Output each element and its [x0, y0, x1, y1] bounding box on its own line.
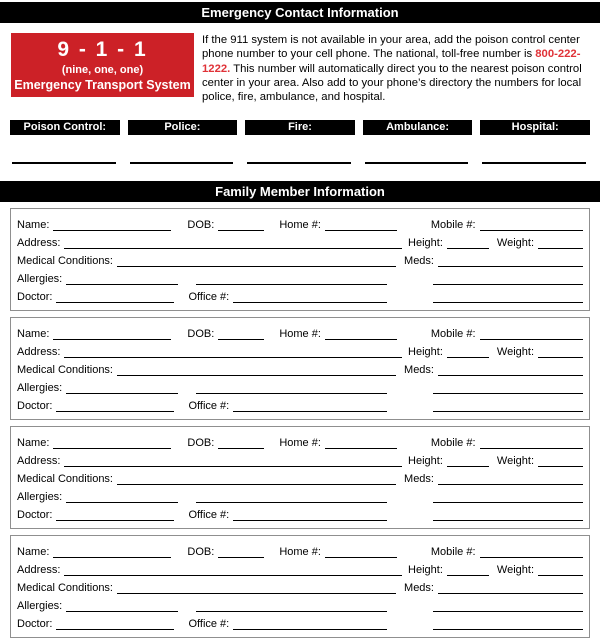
meds-label: Meds:: [404, 255, 434, 268]
office-phone-label: Office #:: [188, 291, 230, 304]
medical-conditions-label: Medical Conditions:: [17, 473, 113, 486]
doctor-fill-line: [56, 617, 174, 630]
address-label: Address:: [17, 454, 61, 467]
allergies-label: Allergies:: [17, 382, 63, 395]
contact-label: Ambulance:: [386, 121, 450, 134]
instructions-paragraph: [202, 33, 596, 104]
meds-continuation-line-2: [433, 508, 583, 521]
contact-fill-line: [130, 162, 234, 164]
instructions-text-before: If the 911 system is not available in your area, add the poison control center phone number to your cell phone. The national, toll-free number is: [202, 34, 580, 61]
contact-column: [10, 120, 120, 164]
mobile-phone-fill-line: [480, 327, 583, 340]
allergies-fill-line: [66, 599, 178, 612]
office-phone-label: Office #:: [188, 400, 230, 413]
family-header-title: Family Member Information: [215, 184, 385, 200]
doctor-label: Doctor:: [17, 509, 53, 522]
height-label: Height:: [408, 236, 443, 249]
dob-fill-line: [218, 436, 264, 449]
contact-label: Police:: [164, 121, 201, 134]
address-label: Address:: [17, 236, 61, 249]
member-row-address: [17, 450, 583, 468]
contact-fill-line: [482, 162, 586, 164]
name-label: Name:: [17, 327, 50, 340]
home-phone-fill-line: [325, 327, 397, 340]
weight-fill-line: [538, 345, 583, 358]
contact-label: Fire:: [288, 121, 312, 134]
weight-label: Weight:: [496, 236, 534, 249]
name-fill-line: [53, 218, 171, 231]
badge-911-system-name: Emergency Transport System: [14, 78, 191, 92]
emergency-header-title: Emergency Contact Information: [201, 5, 399, 20]
instructions-text-after: This number will automatically direct you to the nearest poison control center in your area. Also add to your phone’s directory the numbers for local police, fire, ambulance, and hospital.: [202, 62, 582, 104]
badge-911-words: (nine, one, one): [61, 64, 144, 76]
member-row-address: [17, 232, 583, 250]
contact-label-box: [128, 120, 238, 135]
meds-continuation-line-1: [433, 272, 583, 285]
address-label: Address:: [17, 345, 61, 358]
height-label: Height:: [408, 454, 443, 467]
height-label: Height:: [408, 563, 443, 576]
office-phone-fill-line: [233, 399, 387, 412]
emergency-contacts-row: [10, 120, 590, 164]
dob-fill-line: [218, 218, 264, 231]
height-fill-line: [447, 563, 489, 576]
name-label: Name:: [17, 545, 50, 558]
family-member-card: [10, 535, 590, 638]
allergies-continuation-line: [196, 381, 387, 394]
medical-conditions-fill-line: [117, 581, 396, 594]
allergies-fill-line: [66, 490, 178, 503]
home-phone-label: Home #:: [279, 545, 321, 558]
member-row-allergies: [17, 377, 583, 395]
poison-phone-number: 800-222-1222.: [202, 48, 581, 75]
meds-label: Meds:: [404, 364, 434, 377]
name-fill-line: [53, 327, 171, 340]
weight-label: Weight:: [496, 454, 534, 467]
allergies-label: Allergies:: [17, 273, 63, 286]
family-members-list: [10, 208, 590, 638]
name-label: Name:: [17, 436, 50, 449]
family-member-card: [10, 426, 590, 529]
allergies-fill-line: [66, 381, 178, 394]
meds-fill-line: [438, 363, 583, 376]
allergies-continuation-line: [196, 490, 387, 503]
member-row-address: [17, 559, 583, 577]
height-fill-line: [447, 345, 489, 358]
meds-continuation-line-1: [433, 490, 583, 503]
member-row-allergies: [17, 268, 583, 286]
member-row-doctor: [17, 613, 583, 631]
badge-911: [11, 33, 194, 97]
address-fill-line: [64, 345, 402, 358]
mobile-phone-label: Mobile #:: [430, 545, 476, 558]
weight-label: Weight:: [496, 345, 534, 358]
contact-label: Hospital:: [511, 121, 559, 134]
medical-conditions-fill-line: [117, 254, 396, 267]
emergency-header-bar: [0, 2, 600, 23]
member-row-allergies: [17, 595, 583, 613]
office-phone-label: Office #:: [188, 618, 230, 631]
home-phone-label: Home #:: [279, 436, 321, 449]
meds-continuation-line-1: [433, 599, 583, 612]
member-row-name: [17, 213, 583, 231]
member-row-allergies: [17, 486, 583, 504]
mobile-phone-label: Mobile #:: [430, 436, 476, 449]
contact-column: [363, 120, 473, 164]
address-fill-line: [64, 454, 402, 467]
meds-continuation-line-2: [433, 290, 583, 303]
dob-label: DOB:: [187, 327, 215, 340]
meds-continuation-line-2: [433, 399, 583, 412]
meds-label: Meds:: [404, 473, 434, 486]
height-fill-line: [447, 454, 489, 467]
intro-section: [11, 33, 596, 104]
meds-fill-line: [438, 472, 583, 485]
weight-label: Weight:: [496, 563, 534, 576]
height-label: Height:: [408, 345, 443, 358]
medical-conditions-label: Medical Conditions:: [17, 364, 113, 377]
member-row-name: [17, 431, 583, 449]
contact-fill-line: [12, 162, 116, 164]
mobile-phone-fill-line: [480, 218, 583, 231]
member-row-medical: [17, 577, 583, 595]
home-phone-fill-line: [325, 436, 397, 449]
member-row-name: [17, 540, 583, 558]
allergies-continuation-line: [196, 272, 387, 285]
name-fill-line: [53, 436, 171, 449]
mobile-phone-fill-line: [480, 436, 583, 449]
member-row-doctor: [17, 504, 583, 522]
home-phone-fill-line: [325, 545, 397, 558]
office-phone-label: Office #:: [188, 509, 230, 522]
meds-label: Meds:: [404, 582, 434, 595]
dob-label: DOB:: [187, 218, 215, 231]
contact-label-box: [363, 120, 473, 135]
medical-conditions-fill-line: [117, 363, 396, 376]
name-label: Name:: [17, 218, 50, 231]
contact-fill-line: [247, 162, 351, 164]
doctor-label: Doctor:: [17, 400, 53, 413]
name-fill-line: [53, 545, 171, 558]
contact-label-box: [245, 120, 355, 135]
weight-fill-line: [538, 454, 583, 467]
contact-column: [128, 120, 238, 164]
height-fill-line: [447, 236, 489, 249]
doctor-label: Doctor:: [17, 291, 53, 304]
weight-fill-line: [538, 236, 583, 249]
contact-label-box: [10, 120, 120, 135]
badge-911-number: 9 - 1 - 1: [57, 38, 148, 61]
member-row-medical: [17, 250, 583, 268]
meds-continuation-line-1: [433, 381, 583, 394]
dob-fill-line: [218, 545, 264, 558]
contact-fill-line: [365, 162, 469, 164]
member-row-medical: [17, 359, 583, 377]
meds-fill-line: [438, 254, 583, 267]
dob-label: DOB:: [187, 436, 215, 449]
dob-label: DOB:: [187, 545, 215, 558]
mobile-phone-fill-line: [480, 545, 583, 558]
address-fill-line: [64, 563, 402, 576]
contact-column: [480, 120, 590, 164]
weight-fill-line: [538, 563, 583, 576]
office-phone-fill-line: [233, 508, 387, 521]
medical-conditions-label: Medical Conditions:: [17, 255, 113, 268]
address-fill-line: [64, 236, 402, 249]
member-row-name: [17, 322, 583, 340]
allergies-label: Allergies:: [17, 491, 63, 504]
family-member-card: [10, 208, 590, 311]
doctor-fill-line: [56, 508, 174, 521]
doctor-fill-line: [56, 399, 174, 412]
doctor-label: Doctor:: [17, 618, 53, 631]
contact-column: [245, 120, 355, 164]
home-phone-label: Home #:: [279, 327, 321, 340]
home-phone-label: Home #:: [279, 218, 321, 231]
office-phone-fill-line: [233, 290, 387, 303]
meds-fill-line: [438, 581, 583, 594]
address-label: Address:: [17, 563, 61, 576]
mobile-phone-label: Mobile #:: [430, 218, 476, 231]
allergies-continuation-line: [196, 599, 387, 612]
allergies-fill-line: [66, 272, 178, 285]
medical-conditions-label: Medical Conditions:: [17, 582, 113, 595]
medical-conditions-fill-line: [117, 472, 396, 485]
family-member-card: [10, 317, 590, 420]
member-row-medical: [17, 468, 583, 486]
home-phone-fill-line: [325, 218, 397, 231]
member-row-doctor: [17, 286, 583, 304]
member-row-doctor: [17, 395, 583, 413]
family-header-bar: [0, 181, 600, 202]
doctor-fill-line: [56, 290, 174, 303]
mobile-phone-label: Mobile #:: [430, 327, 476, 340]
contact-label: Poison Control:: [23, 121, 107, 134]
contact-label-box: [480, 120, 590, 135]
allergies-label: Allergies:: [17, 600, 63, 613]
office-phone-fill-line: [233, 617, 387, 630]
dob-fill-line: [218, 327, 264, 340]
meds-continuation-line-2: [433, 617, 583, 630]
member-row-address: [17, 341, 583, 359]
